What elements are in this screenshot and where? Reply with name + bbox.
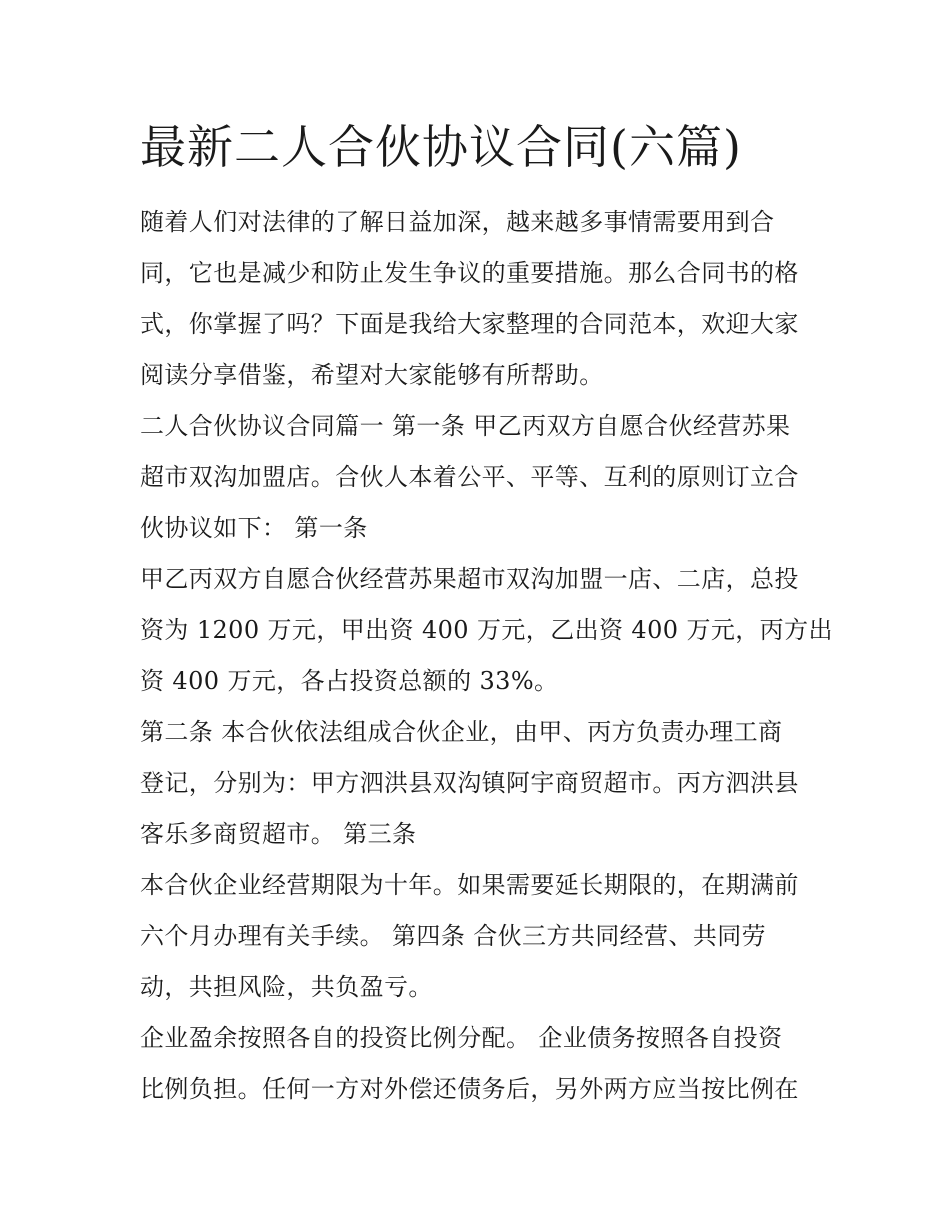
paragraph-article-1-investment xyxy=(140,554,833,707)
text-line: 登记，分别为：甲方泗洪县双沟镇阿宇商贸超市。丙方泗洪县 xyxy=(140,769,799,797)
text-line: 资为 1200 万元，甲出资 400 万元，乙出资 400 万元，丙方出 xyxy=(140,616,833,644)
text-line: 比例负担。任何一方对外偿还债务后，另外两方应当按比例在 xyxy=(140,1075,799,1103)
paragraph-profit-debt xyxy=(140,1013,820,1115)
text-line: 第二条 本合伙依法组成合伙企业，由甲、丙方负责办理工商 xyxy=(140,718,783,746)
text-line: 本合伙企业经营期限为十年。如果需要延长期限的，在期满前 xyxy=(140,871,799,899)
text-line: 同，它也是减少和防止发生争议的重要措施。那么合同书的格 xyxy=(140,259,799,287)
text-line: 资 400 万元，各占投资总额的 33%。 xyxy=(140,667,559,695)
text-line: 超市双沟加盟店。合伙人本着公平、平等、互利的原则订立合 xyxy=(140,463,799,491)
document-body xyxy=(140,197,833,1115)
paragraph-article-1-heading xyxy=(140,401,820,554)
paragraph-intro xyxy=(140,197,820,401)
text-line: 式，你掌握了吗？下面是我给大家整理的合同范本，欢迎大家 xyxy=(140,310,799,338)
text-line: 甲乙丙双方自愿合伙经营苏果超市双沟加盟一店、二店，总投 xyxy=(140,565,799,593)
text-line: 客乐多商贸超市。 第三条 xyxy=(140,820,417,848)
text-line: 阅读分享借鉴，希望对大家能够有所帮助。 xyxy=(140,361,604,389)
document-title: 最新二人合伙协议合同(六篇) xyxy=(140,120,742,174)
text-line: 伙协议如下： 第一条 xyxy=(140,514,368,542)
text-line: 企业盈余按照各自的投资比例分配。 企业债务按照各自投资 xyxy=(140,1024,783,1052)
text-line: 随着人们对法律的了解日益加深，越来越多事情需要用到合 xyxy=(140,208,775,236)
text-line: 二人合伙协议合同篇一 第一条 甲乙丙双方自愿合伙经营苏果 xyxy=(140,412,791,440)
text-line: 六个月办理有关手续。 第四条 合伙三方共同经营、共同劳 xyxy=(140,922,767,950)
paragraph-article-3 xyxy=(140,860,820,1013)
text-line: 动，共担风险，共负盈亏。 xyxy=(140,973,433,1001)
paragraph-article-2 xyxy=(140,707,820,860)
